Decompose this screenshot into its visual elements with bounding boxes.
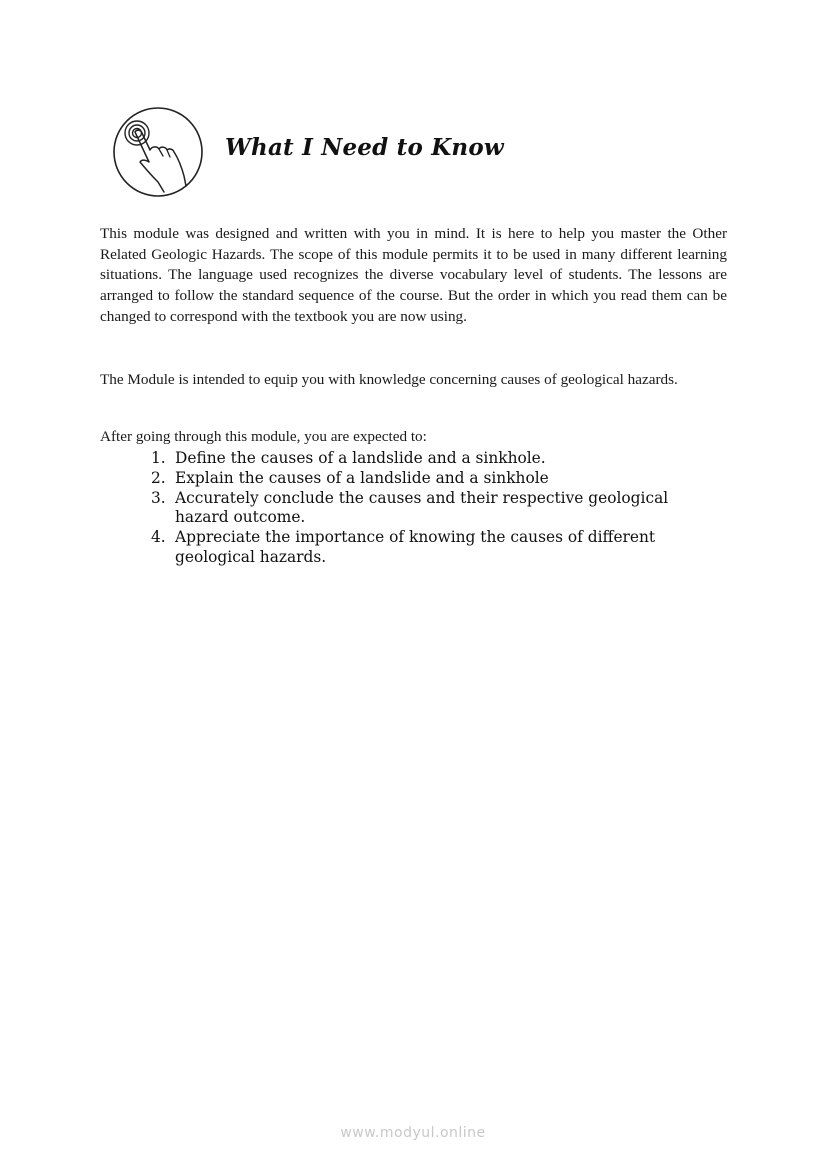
- purpose-paragraph: The Module is intended to equip you with knowledge concerning causes of geological hazards.: [100, 371, 678, 388]
- objective-number: 2.: [151, 468, 166, 487]
- objective-number: 3.: [151, 488, 166, 507]
- objective-text: Accurately conclude the causes and their respective geological hazard outcome.: [175, 488, 669, 527]
- objective-number: 4.: [151, 528, 166, 547]
- objective-number: 1.: [151, 449, 166, 467]
- objective-item: [151, 449, 711, 469]
- objective-text: Define the causes of a landslide and a sinkhole.: [175, 449, 546, 467]
- objective-item: [151, 489, 711, 529]
- intro-paragraph: This module was designed and written with you in mind. It is here to help you master the Other Related Geologic Hazards. The scope of this module permits it to be used in many different learning situations. The language used recognizes the diverse vocabulary level of students. The lessons are arranged to follow the standard sequence of the course. But the order in which you read them can be changed to correspond with the textbook you are now using.: [100, 225, 727, 325]
- objectives-list: [151, 449, 711, 568]
- section-header: [112, 106, 672, 198]
- objective-item: [151, 528, 711, 568]
- footer-watermark: www.modyul.online: [340, 1125, 486, 1141]
- objective-text: Explain the causes of a landslide and a sinkhole: [175, 468, 549, 487]
- page-title: What I Need to Know: [225, 134, 504, 161]
- hand-tap-icon: [112, 106, 204, 198]
- objective-text: Appreciate the importance of knowing the causes of different geological hazards.: [175, 528, 656, 566]
- objectives-lead: After going through this module, you are expected to:: [100, 428, 427, 445]
- objective-item: [151, 469, 711, 489]
